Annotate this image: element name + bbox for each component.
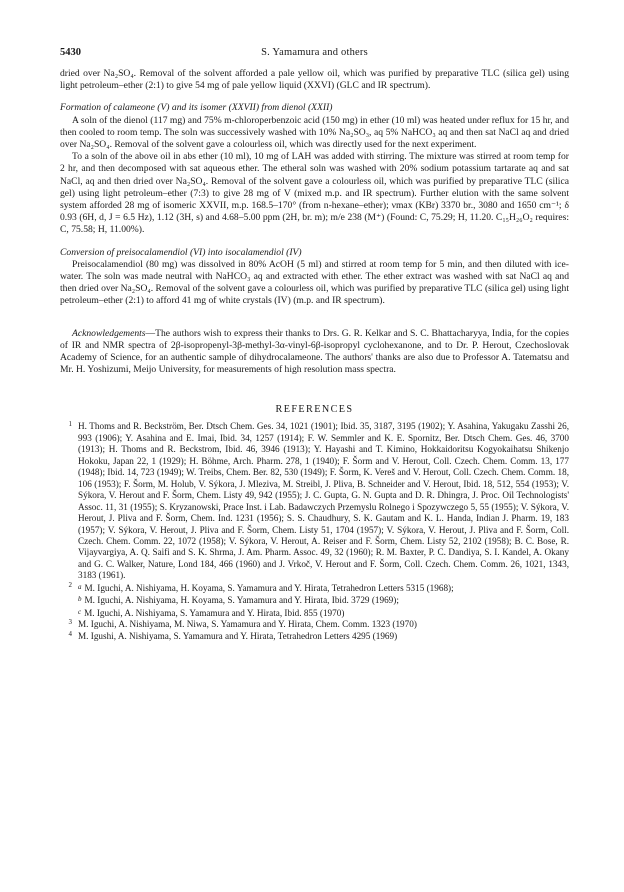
reference-text: M. Iguchi, A. Nishiyama, S. Yamamura and Y. Hirata, Ibid. 855 (1970)	[84, 607, 345, 618]
reference-3	[60, 619, 569, 630]
reference-text: M. Igushi, A. Nishiyama, S. Yamamura and Y. Hirata, Tetrahedron Letters 4295 (1969)	[78, 630, 398, 641]
intro-paragraph: dried over Na₂SO₄. Removal of the solvent afforded a pale yellow oil, which was purified by preparative TLC (silica gel) using light petroleum–ether (2:1) to give 54 mg of pale yellow liquid (XXVI) (GLC and IR spectrum).	[60, 68, 569, 92]
section2-paragraph-1: Preisocalamendiol (80 mg) was dissolved in 80% AcOH (5 ml) and stirred at room temp for 5 min, and then diluted with ice-water. The soln was made neutral with NaHCO₃ aq and extracted with ether. The ether extract was washed with sat NaCl aq and then dried over Na₂SO₄. Removal of the solvent gave a colourless oil, which was purified by preparative TLC (silica gel) using light petroleum–ether (2:1) to afford 41 mg of white crystals (IV) (m.p. and IR spectrum).	[60, 258, 569, 307]
reference-text: M. Iguchi, A. Nishiyama, H. Koyama, S. Yamamura and Y. Hirata, Ibid. 3729 (1969);	[84, 595, 399, 606]
reference-sublabel: a	[78, 582, 82, 591]
reference-2b	[60, 594, 569, 606]
reference-number: 4	[68, 629, 72, 638]
reference-sublabel: b	[78, 595, 82, 604]
reference-number: 2	[68, 580, 72, 589]
section-heading-calameone: Formation of calameone (V) and its isomer (XXVII) from dienol (XXII)	[60, 102, 333, 114]
reference-list	[60, 421, 569, 642]
reference-number: 3	[68, 618, 72, 627]
acknowledgements	[60, 328, 569, 377]
section1-paragraph-2: To a soln of the above oil in abs ether (10 ml), 10 mg of LAH was added with stirring. The mixture was stirred at room temp for 2 hr, and then decomposed with sat aqueous ether. The etheral soln was washed with 20% sodium potassium tartarate aq and sat NaCl, aq and then dried over Na₂SO₄. Removal of the solvent gave a colourless oil, which was purified by preparative TLC (silica gel) using light petroleum–ether (7:3) to give 28 mg of V (mixed m.p. and IR spectrum). Further elution with the same solvent system afforded 28 mg of isomeric XXVII, m.p. 168.5–170° (from n-hexane–ether); νmax (KBr) 3370 br., 3080 and 1650 cm⁻¹; δ 0.93 (6H, d, J = 6.5 Hz), 1.12 (3H, s) and 4.68–5.00 ppm (2H, br. m); m/e 238 (M⁺) (Found: C, 75.29; H, 11.20. C₁₅H₂₆O₂ requires: C, 75.58; H, 11.00%).	[60, 151, 569, 236]
references-title: REFERENCES	[275, 404, 354, 416]
reference-text: H. Thoms and R. Beckström, Ber. Dtsch Chem. Ges. 34, 1021 (1901); Ibid. 35, 3187, 3195 (1902); Y. Asahina, Yakugaku Zasshi 26, 993 (1906); Y. Asahina and E. Imai, Ibid. 34, 1257 (1914); F. W. Semmler and K. E. Spornitz, Ber. Dtsch Chem. Ges. 46, 3700 (1913); H. Thoms and R. Beckstrom, Ibid. 46, 3946 (1913); Y. Hayashi and T. Kimino, Hokkaidoritsu Kogyokaihatsu Shikenjo Hokoku, Japan 22, 1 (1929); H. Böhme, Arch. Pharm. 278, 1 (1940); F. Šorm and V. Herout, Coll. Czech. Chem. Comm. 13, 177 (1948); Ibid. 14, 723 (1949); W. Treibs, Chem. Ber. 82, 530 (1949); F. Šorm, K. Vereš and V. Herout, Coll. Czech. Chem. Comm. 18, 106 (1953); F. Šorm, M. Holub, V. Sýkora, J. Mleziva, M. Streibl, J. Pliva, B. Schneider and V. Herout, Ibid. 18, 512, 554 (1953); V. Sýkora, V. Herout and F. Šorm, Chem. Listy 49, 942 (1955); J. C. Gupta, G. N. Gupta and D. R. Dhingra, J. Proc. Oil Technologists' Assoc. 11, 31 (1955); S. Kryzanowski, Prace Inst. i Lab. Badawczych Przemyslu Rolnego i Spozywczego 5, 55 (1955); V. Sýkora, V. Herout, J. Pliva and F. Šorm, Chem. Ind. 1231 (1956); S. S. Chaudhury, S. K. Gautam and K. L. Handa, Indian J. Pharm. 19, 183 (1957); V. Sýkora, V. Herout, J. Pliva and F. Šorm, Chem. Listy 51, 1704 (1957); V. Sýkora, V. Herout, J. Pliva and F. Šorm, Coll. Czech. Chem. Comm. 22, 1072 (1958); V. Sýkora, V. Herout, A. Reiser and F. Šorm, Chem. Listy 52, 2102 (1958); B. C. Bose, R. Vijayvargiya, A. Q. Saifi and S. K. Shrma, J. Am. Pharm. Assoc. 49, 32 (1960); R. M. Baxter, P. C. Dandiya, S. I. Kandel, A. Okany and G. C. Walker, Nature, Lond 184, 466 (1960) and J. Vrkoč, V. Herout and F. Šorm, Coll. Czech. Chem. Comm. 26, 1021, 1343, 3183 (1961).	[78, 421, 569, 581]
page-header	[60, 47, 569, 58]
section1-paragraph-1: A soln of the dienol (117 mg) and 75% m-chloroperbenzoic acid (150 mg) in ether (10 ml) was heated under reflux for 15 hr, and then cooled to room temp. The soln was successively washed with 10% Na₂SO₃, aq 5% NaHCO₃ aq and then sat NaCl aq and dried over Na₂SO₄. Removal of the solvent gave a colourless oil, which was directly used for the next experiment.	[60, 114, 569, 151]
reference-4	[60, 631, 569, 642]
reference-number: 1	[68, 420, 72, 429]
reference-2a	[60, 582, 569, 594]
acknowledgements-text: —The authors wish to express their thanks to Drs. G. R. Kelkar and S. C. Bhattacharyya, India, for the copies of IR and NMR spectra of 2β-isopropenyl-3β-methyl-3α-vinyl-6β-isopropyl cyclohexanone, and to Dr. P. Herout, Czechoslovak Academy of Science, for an authentic sample of dihydrocalameone. The authors' thanks are also due to Professor A. Tatematsu and Mr. H. Yoshizumi, Meijo University, for measurements of high resolution mass spectra.	[60, 327, 569, 376]
page-number: 5430	[60, 47, 81, 58]
reference-2c	[60, 607, 569, 619]
running-head: S. Yamamura and others	[261, 47, 368, 58]
reference-sublabel: c	[78, 607, 82, 616]
section-heading-isocalamendiol: Conversion of preisocalamendiol (VI) into isocalamendiol (IV)	[60, 246, 302, 258]
reference-text: M. Iguchi, A. Nishiyama, M. Niwa, S. Yamamura and Y. Hirata, Chem. Comm. 1323 (1970)	[78, 619, 417, 630]
acknowledgements-label: Acknowledgements	[72, 327, 146, 339]
reference-text: M. Iguchi, A. Nishiyama, H. Koyama, S. Yamamura and Y. Hirata, Tetrahedron Letters 5315 (1968);	[84, 582, 454, 593]
reference-1	[60, 421, 569, 581]
